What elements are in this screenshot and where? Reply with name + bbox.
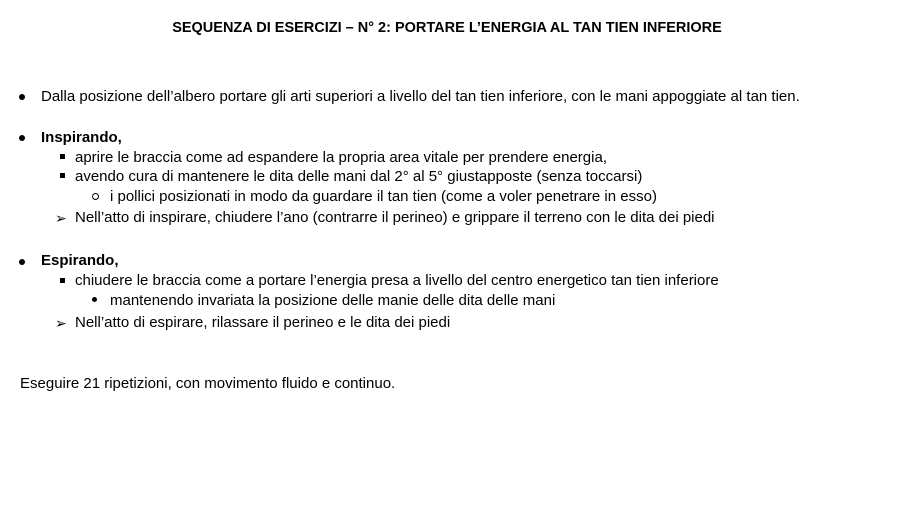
inspirando-item-2: avendo cura di mantenere le dita delle mani dal 2° al 5° giustapposte (senza toccarsi) bbox=[75, 168, 643, 185]
espirando-arrow-text: Nell’atto di espirare, rilassare il perineo e le dita dei piedi bbox=[75, 314, 451, 331]
arrow-bullet-icon: ➢ bbox=[55, 315, 67, 331]
arrow-bullet-icon: ➢ bbox=[55, 210, 67, 226]
espirando-item-1: chiudere le braccia come a portare l’energia presa a livello del centro energetico tan tien inferiore bbox=[75, 272, 719, 289]
square-bullet-icon bbox=[60, 278, 65, 283]
page-title: SEQUENZA DI ESERCIZI – N° 2: PORTARE L’ENERGIA AL TAN TIEN INFERIORE bbox=[172, 20, 722, 36]
bullet-dot-icon bbox=[19, 135, 25, 141]
square-bullet-icon bbox=[60, 154, 65, 159]
espirando-subitem-1: mantenendo invariata la posizione delle manie delle dita delle mani bbox=[110, 292, 556, 309]
inspirando-item-1: aprire le braccia come ad espandere la propria area vitale per prendere energia, bbox=[75, 149, 607, 166]
circle-bullet-icon bbox=[92, 193, 99, 200]
bullet-dot-icon bbox=[19, 94, 25, 100]
square-bullet-icon bbox=[60, 173, 65, 178]
inspirando-arrow-text: Nell’atto di inspirare, chiudere l’ano (contrarre il perineo) e grippare il terreno con le dita dei piedi bbox=[75, 209, 715, 226]
inspirando-subitem-1: i pollici posizionati in modo da guardare il tan tien (come a voler penetrare in esso) bbox=[110, 188, 657, 205]
bullet-dot-icon bbox=[19, 259, 25, 265]
intro-text: Dalla posizione dell’albero portare gli arti superiori a livello del tan tien inferiore, con le mani appoggiate al tan tien. bbox=[41, 88, 800, 105]
footer-text: Eseguire 21 ripetizioni, con movimento fluido e continuo. bbox=[20, 375, 396, 392]
inspirando-heading: Inspirando, bbox=[41, 129, 122, 146]
espirando-heading: Espirando, bbox=[41, 252, 119, 269]
bullet-dot-icon bbox=[92, 297, 97, 302]
